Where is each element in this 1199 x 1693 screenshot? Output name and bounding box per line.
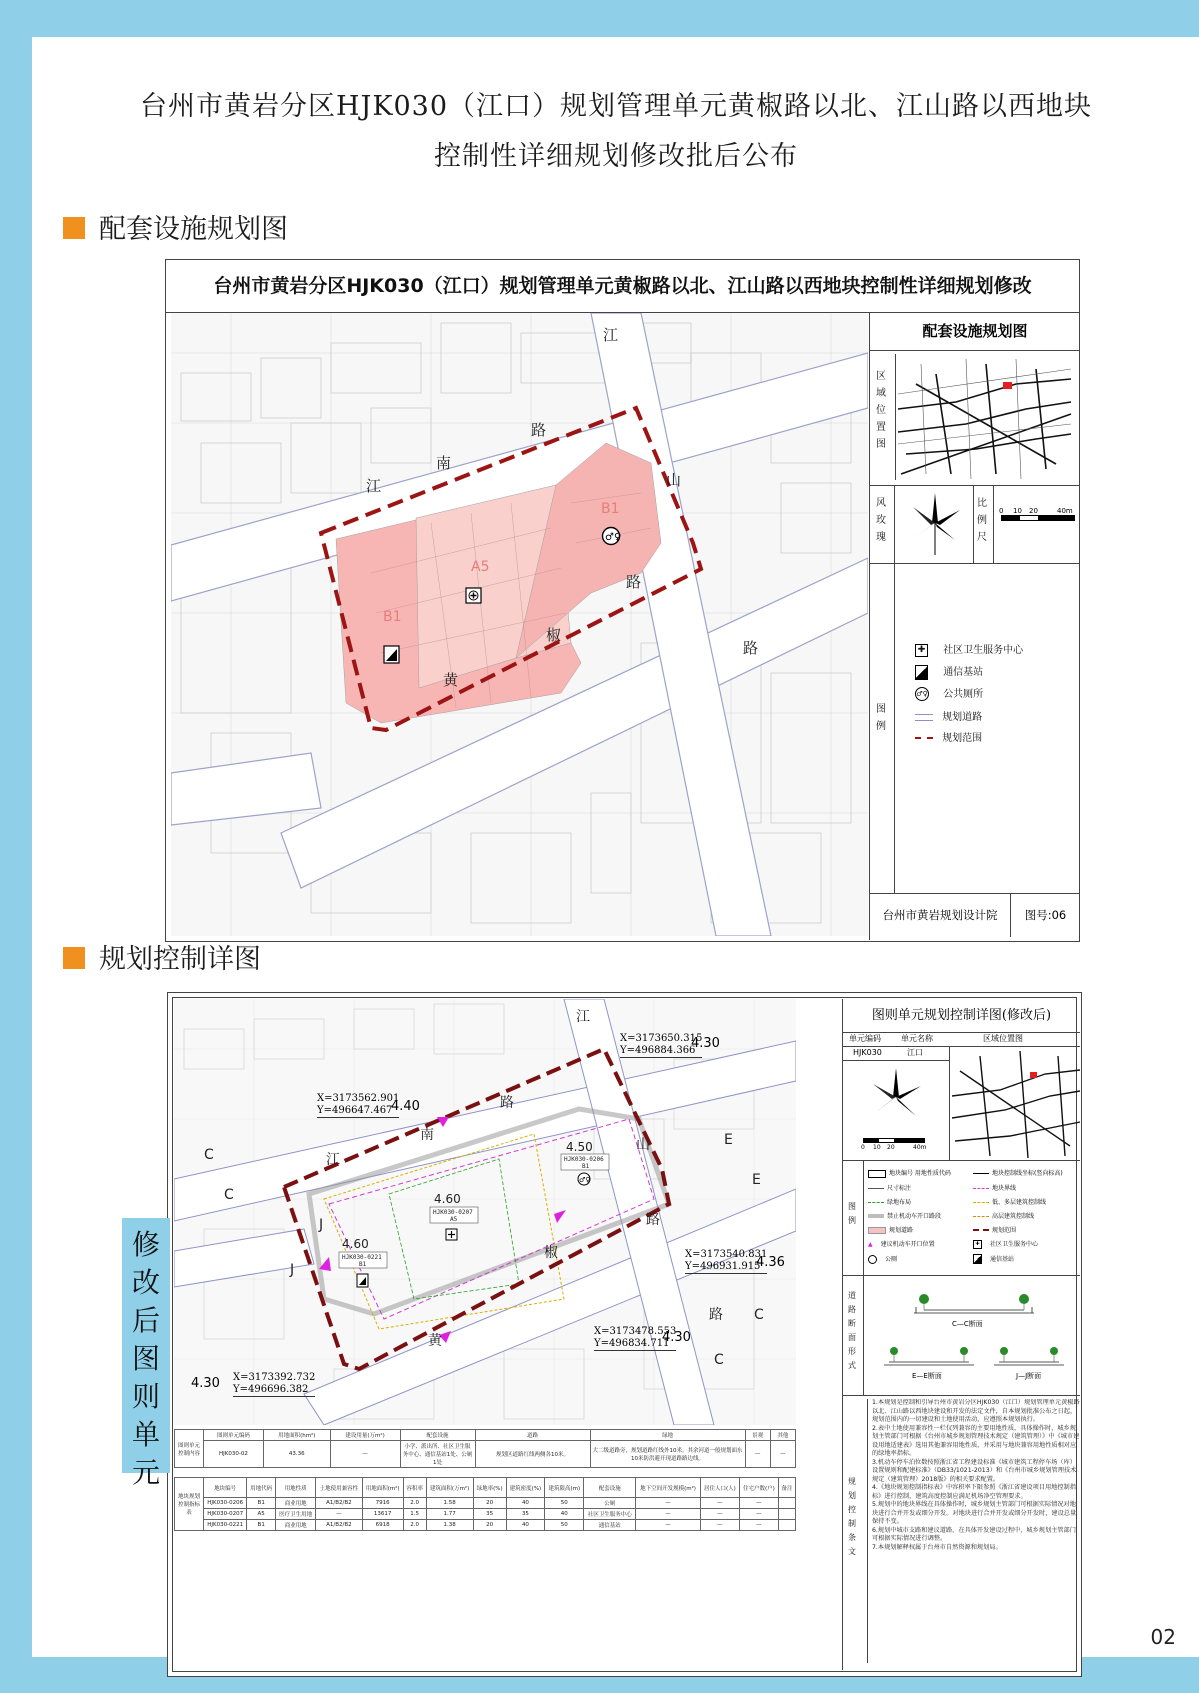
legend-text: 规划道路 bbox=[889, 1226, 914, 1234]
health-center-icon bbox=[466, 588, 481, 603]
legend-text: 地块界线 bbox=[992, 1184, 1017, 1192]
unit-info-cell bbox=[843, 1046, 1080, 1161]
table-cell: 商业用地 bbox=[276, 1520, 316, 1531]
section-heading-facilities bbox=[63, 207, 288, 246]
table-cell: — bbox=[739, 1520, 778, 1531]
scale-tick: 40m bbox=[913, 1144, 927, 1151]
legend-text: 地块控制线坐标(竖向标高) bbox=[992, 1170, 1063, 1177]
map-label: 路 bbox=[646, 1212, 660, 1228]
entrance-triangle-icon: ▲ bbox=[868, 1240, 873, 1248]
legend-text: 高层建筑控制线 bbox=[992, 1212, 1035, 1220]
page-title-line2: 控制性详细规划修改批后公布 bbox=[434, 141, 798, 172]
scale-label: 比例尺 bbox=[977, 498, 987, 543]
unit-values-row bbox=[843, 1046, 949, 1061]
modified-unit-sidebar: 修改后图则单元 bbox=[122, 1218, 170, 1473]
wind-rose-label: 风玫瑰 bbox=[876, 498, 886, 543]
drawing-number: 图号:06 bbox=[1024, 908, 1067, 922]
telecom-station-icon bbox=[357, 1274, 368, 1287]
road-section-label: 道路断面形式 bbox=[848, 1291, 856, 1370]
map-label: 路 bbox=[500, 1095, 514, 1111]
elev-e: 4.36 bbox=[756, 1255, 785, 1270]
legend-list bbox=[894, 563, 1081, 893]
scale-tick: 10 bbox=[873, 1144, 881, 1151]
table-cell: — bbox=[636, 1509, 701, 1520]
svg-text:♂♀: ♂♀ bbox=[579, 1176, 591, 1184]
wind-scale-cell bbox=[870, 485, 1080, 564]
public-toilet-icon bbox=[868, 1255, 877, 1264]
table-cell: A1/B2/B2 bbox=[316, 1520, 362, 1531]
public-toilet-icon: ♂♀ bbox=[915, 687, 929, 701]
legend-item bbox=[868, 1254, 973, 1265]
table-cell: 35 bbox=[506, 1509, 545, 1520]
table-cell: 13617 bbox=[362, 1509, 403, 1520]
coord-s: X=3173478.553 Y=496834.711 bbox=[594, 1326, 677, 1349]
elev-ne: 4.30 bbox=[691, 1036, 720, 1051]
scale-tick: 20 bbox=[887, 1144, 895, 1151]
table-cell: 通信基站 bbox=[584, 1520, 636, 1531]
road-sections bbox=[863, 1275, 1081, 1395]
telecom-station-icon bbox=[384, 646, 399, 663]
control-map-svg bbox=[174, 999, 796, 1425]
table-header: 建设用量(万m²) bbox=[330, 1430, 400, 1441]
table-cell: A5 bbox=[247, 1509, 276, 1520]
map-label: 山 bbox=[666, 471, 682, 489]
legend-item bbox=[868, 1211, 973, 1220]
table-cell: 社区卫生服务中心 bbox=[584, 1509, 636, 1520]
section-marker: C bbox=[714, 1352, 724, 1368]
table-header: 住宅户数(户) bbox=[739, 1478, 778, 1498]
frame-footer bbox=[870, 893, 1080, 937]
facilities-frame-title: 台州市黄岩分区HJK030（江口）规划管理单元黄椒路以北、江山路以西地块控制性详细规划修改 bbox=[166, 260, 1079, 313]
scale-tick: 40m bbox=[1057, 507, 1073, 515]
table-cell: 1.38 bbox=[426, 1520, 473, 1531]
legend-label-text: 规划范围 bbox=[942, 733, 983, 744]
table-header: 地下空间开发规模(m²) bbox=[636, 1478, 701, 1498]
section-caption: J—J断面 bbox=[1016, 1372, 1042, 1380]
table-header: 容积率 bbox=[403, 1478, 426, 1498]
table-cell: — bbox=[739, 1509, 778, 1520]
legend-item bbox=[973, 1168, 1078, 1178]
table-header: 土地使用兼容性 bbox=[316, 1478, 362, 1498]
section-caption: E—E断面 bbox=[912, 1372, 942, 1380]
notes-label: 规划控制条文 bbox=[848, 1477, 856, 1556]
table-header: 建筑面积(万m²) bbox=[426, 1478, 473, 1498]
table-cell: — bbox=[739, 1498, 778, 1509]
location-map bbox=[949, 1046, 1081, 1160]
legend-label: 图例 bbox=[876, 704, 886, 732]
table-header: 用地面积(hm²) bbox=[263, 1430, 330, 1441]
table-header: 其他 bbox=[770, 1430, 795, 1441]
table-header: 景观 bbox=[745, 1430, 770, 1441]
table-cell: 1.58 bbox=[426, 1498, 473, 1509]
table-header: 建筑密度(%) bbox=[506, 1478, 545, 1498]
road-section-cell bbox=[843, 1275, 1080, 1396]
legend-item bbox=[915, 708, 982, 723]
table-cell: — bbox=[700, 1498, 739, 1509]
unit-header: 区域位置图 bbox=[983, 1034, 1023, 1043]
table-cell: — bbox=[330, 1441, 400, 1468]
telecom-station-icon bbox=[915, 665, 928, 680]
scale-bar-graphic bbox=[1001, 515, 1075, 521]
table-cell: 小学、派出所、社区卫生服务中心、通信基站1处、公厕1处 bbox=[400, 1441, 475, 1468]
location-map bbox=[895, 354, 1074, 480]
wind-rose bbox=[894, 485, 974, 563]
location-map-svg bbox=[896, 354, 1074, 480]
orange-square-bullet-icon bbox=[63, 217, 85, 239]
location-marker bbox=[1030, 1072, 1037, 1078]
section-marker: J bbox=[319, 1217, 324, 1233]
legend-text: 禁止机动车开口路段 bbox=[887, 1212, 942, 1220]
control-notes-cell bbox=[843, 1395, 1080, 1667]
control-map bbox=[174, 999, 796, 1425]
table-cell: HJK030-0207 bbox=[204, 1509, 247, 1520]
table-header: 地块编号 bbox=[204, 1478, 247, 1498]
table-cell: 规划区道路红线两侧各10米。 bbox=[475, 1441, 590, 1468]
map-label: 山 bbox=[636, 1137, 650, 1153]
map-label: 江 bbox=[603, 326, 619, 344]
table-cell: 医疗卫生用地 bbox=[276, 1509, 316, 1520]
table-cell: — bbox=[636, 1520, 701, 1531]
wind-rose-icon bbox=[895, 485, 973, 563]
scale-tick: 0 bbox=[999, 507, 1004, 515]
table-header: 用地性质 bbox=[276, 1478, 316, 1498]
legend-text: 通信基站 bbox=[990, 1255, 1015, 1263]
table-cell: 公厕 bbox=[584, 1498, 636, 1509]
legend-item bbox=[973, 1239, 1078, 1249]
section-caption: C—C断面 bbox=[952, 1320, 983, 1328]
map-label: 江 bbox=[576, 1009, 590, 1025]
section-marker: C bbox=[204, 1147, 214, 1163]
table-cell bbox=[778, 1498, 795, 1509]
legend-label-text: 社区卫生服务中心 bbox=[943, 645, 1024, 656]
table-header: 道路 bbox=[475, 1430, 590, 1441]
legend-item bbox=[973, 1197, 1078, 1206]
land-use-label: B1 bbox=[601, 501, 620, 517]
orange-square-bullet-icon bbox=[63, 947, 85, 969]
table-row-label: 图则单元控制内容 bbox=[175, 1430, 204, 1468]
table-header: 绿地率(%) bbox=[473, 1478, 506, 1498]
unit-value: 江口 bbox=[907, 1048, 923, 1057]
table-cell: 40 bbox=[506, 1520, 545, 1531]
scale-tick: 0 bbox=[861, 1144, 865, 1151]
page-title-line1: 台州市黄岩分区HJK030（江口）规划管理单元黄椒路以北、江山路以西地块 bbox=[139, 91, 1093, 122]
section-heading-control bbox=[63, 937, 261, 976]
legend-item bbox=[973, 1211, 1078, 1220]
facilities-plan-frame bbox=[165, 259, 1080, 942]
table-cell: B1 bbox=[247, 1520, 276, 1531]
elev-nw: 4.40 bbox=[391, 1099, 420, 1114]
table-cell: 2.0 bbox=[403, 1498, 426, 1509]
legend-label-text: 公共厕所 bbox=[943, 689, 984, 700]
table-cell: 1.77 bbox=[426, 1509, 473, 1520]
table-cell: 43.36 bbox=[263, 1441, 330, 1468]
unit-header-row bbox=[843, 1032, 1080, 1047]
scale-tick: 10 bbox=[1013, 507, 1022, 515]
legend-text: 社区卫生服务中心 bbox=[990, 1240, 1039, 1248]
legend-item bbox=[973, 1225, 1078, 1234]
legend-item bbox=[868, 1183, 973, 1192]
control-detail-frame bbox=[167, 992, 1082, 1677]
design-institute: 台州市黄岩规划设计院 bbox=[870, 893, 1011, 937]
table-header: 用地代码 bbox=[247, 1478, 276, 1498]
section-marker: E bbox=[724, 1132, 733, 1148]
legend-item bbox=[915, 663, 983, 680]
table-header: 图则单元编码 bbox=[204, 1430, 264, 1441]
scale-tick: 20 bbox=[1029, 507, 1038, 515]
table-header: 备注 bbox=[778, 1478, 795, 1498]
table-cell bbox=[778, 1509, 795, 1520]
map-label: 江 bbox=[326, 1152, 340, 1168]
legend-label: 图例 bbox=[848, 1202, 856, 1225]
table-cell: 1.5 bbox=[403, 1509, 426, 1520]
parcel-code: HJK030-0207 bbox=[433, 1209, 473, 1216]
table-header: 用地面积(m²) bbox=[362, 1478, 403, 1498]
legend-label-text: 规划道路 bbox=[942, 712, 983, 723]
legend-text: 规划范围 bbox=[992, 1226, 1017, 1234]
map-label: 路 bbox=[743, 639, 759, 657]
map-label: 南 bbox=[420, 1127, 434, 1143]
legend-text: 绿地布局 bbox=[887, 1198, 912, 1206]
map-label: 南 bbox=[436, 454, 452, 472]
legend-item bbox=[868, 1168, 973, 1178]
table-cell: 20 bbox=[473, 1520, 506, 1531]
table-header: 居住人口(人) bbox=[700, 1478, 739, 1498]
planning-boundary-icon bbox=[915, 737, 933, 739]
location-map-cell bbox=[870, 350, 1080, 486]
health-center-icon: ✚ bbox=[973, 1240, 982, 1249]
parcel-elev: 4.60 bbox=[434, 1192, 461, 1206]
table-cell: 7916 bbox=[362, 1498, 403, 1509]
legend-item bbox=[915, 729, 982, 744]
legend-item bbox=[915, 685, 983, 701]
section-marker: J bbox=[290, 1262, 295, 1278]
table-cell: — bbox=[700, 1520, 739, 1531]
location-map-svg bbox=[950, 1046, 1081, 1160]
svg-text:♂♀: ♂♀ bbox=[605, 532, 622, 543]
wind-rose-icon bbox=[861, 1064, 931, 1134]
table-cell: 50 bbox=[545, 1520, 584, 1531]
elev-sw: 4.30 bbox=[191, 1376, 220, 1391]
scale-bar-graphic bbox=[863, 1138, 925, 1143]
table-header: 配套设施 bbox=[400, 1430, 475, 1441]
table-cell: — bbox=[316, 1509, 362, 1520]
coord-e: X=3173540.831 Y=496931.915 bbox=[685, 1249, 768, 1272]
map-label: 黄 bbox=[443, 671, 459, 689]
control-side-panel bbox=[842, 999, 1080, 1670]
table-cell: 50 bbox=[545, 1498, 584, 1509]
health-center-icon bbox=[446, 1229, 457, 1240]
map-label: 路 bbox=[626, 573, 642, 591]
legend-item bbox=[868, 1197, 973, 1206]
legend-item bbox=[868, 1225, 973, 1234]
location-map-label: 区域位置图 bbox=[876, 371, 886, 450]
map-label: 黄 bbox=[428, 1333, 442, 1349]
table-cell: 大二级道路旁，规划道路红线外10米。其余河道一般规划面东10米防洪避开现道路路边线。 bbox=[590, 1441, 745, 1468]
section-heading-text: 配套设施规划图 bbox=[99, 214, 288, 245]
table-cell: B1 bbox=[247, 1498, 276, 1509]
parcel-use: B1 bbox=[359, 1261, 367, 1268]
page-number: 02 bbox=[1150, 1625, 1176, 1649]
parcel-code: HJK030-0206 bbox=[564, 1156, 604, 1163]
parcel-use: B1 bbox=[582, 1163, 590, 1170]
table-cell: 40 bbox=[506, 1498, 545, 1509]
legend-text: 尺寸标注 bbox=[887, 1184, 912, 1192]
location-marker bbox=[1003, 382, 1012, 389]
table-cell bbox=[778, 1520, 795, 1531]
planned-road-icon bbox=[915, 714, 933, 721]
legend-item bbox=[868, 1239, 973, 1249]
unit-header: 单元编码 bbox=[849, 1034, 881, 1043]
table-header: 建筑限高(m) bbox=[545, 1478, 584, 1498]
table-row-label: 地块规划控制指标表 bbox=[175, 1478, 204, 1531]
legend-cell bbox=[843, 1160, 1080, 1276]
table-cell: 2.0 bbox=[403, 1520, 426, 1531]
land-use-label: A5 bbox=[471, 559, 490, 575]
table-cell: HJK030-0221 bbox=[204, 1520, 247, 1531]
public-toilet-icon bbox=[578, 1173, 590, 1185]
table-cell: — bbox=[636, 1498, 701, 1509]
parcel-code: HJK030-0221 bbox=[342, 1254, 382, 1261]
table-cell: 35 bbox=[473, 1509, 506, 1520]
table-cell: 商业用地 bbox=[276, 1498, 316, 1509]
map-label: 椒 bbox=[544, 1245, 558, 1261]
scale-bar bbox=[993, 485, 1081, 563]
section-heading-text: 规划控制详图 bbox=[99, 944, 261, 975]
health-center-icon: ✚ bbox=[915, 644, 928, 657]
table-cell: HJK030-02 bbox=[204, 1441, 264, 1468]
parcel-index-table bbox=[174, 1477, 796, 1531]
unit-value: HJK030 bbox=[853, 1048, 882, 1057]
legend-grid bbox=[868, 1168, 1078, 1264]
table-cell: 20 bbox=[473, 1498, 506, 1509]
map-label: 路 bbox=[531, 421, 547, 439]
legend-cell bbox=[870, 563, 1080, 894]
unit-control-table bbox=[174, 1429, 796, 1468]
table-cell: — bbox=[745, 1441, 770, 1468]
road-sections-svg bbox=[864, 1275, 1081, 1395]
land-use-label: B1 bbox=[383, 609, 402, 625]
coord-sw: X=3173392.732 Y=496696.382 bbox=[233, 1372, 316, 1395]
table-cell: — bbox=[700, 1509, 739, 1520]
table-row bbox=[175, 1509, 796, 1520]
document-page bbox=[32, 37, 1199, 1657]
coord-ne: X=3173650.315 Y=496884.366 bbox=[620, 1033, 703, 1056]
panel-title: 图则单元规划控制详图(修改后) bbox=[843, 999, 1080, 1033]
control-notes: 1.本规划是控制和引导台州市黄岩分区HJK030（江口）规划管理单元黄椒路以北、江山路以西地块建设和开发的法定文件，自本规划批准公布之日起，规划范围内的一切建设和土地使用活动，应遵照本规划执行。 2.表中土地使用兼容性一栏仅列兼容的主要用地性质，具体操作时，城乡规划主管部门可根据《台州市城乡规划管理技术规定（建筑管理）》中《城市建设用地适建表》选用其他兼容用地性质，并采用与地块兼容用地性质相对应的绿地率指标。 3.机动车停车泊位数按照浙江省工程建设标准《城市建筑工程停车场（库）设置规则和配建标准》（DB33/1021-2013）和《台州市城乡规划管理技术规定（建筑管理）2018版》的相关要求配置。 4.《地块规划控制指标表》中容积率下限参照《浙江省建设项目用地控制指标》进行控制，建筑高度控制应满足机场净空管理要求。 5.规划中的地块界线在具体操作时，城乡规划主管部门可根据实际情况对地块进行合并开发或细分开发。对地块进行合并开发或细分开发时，建设总量保持不变。 6.规划中城市支路和建议道路，在具体开发建设过程中，城乡规划主管部门可根据实际情况进行调整。 7.本规划解释权属于台州市自然资源和规划局。 bbox=[867, 1399, 1080, 1663]
table-row bbox=[175, 1520, 796, 1531]
section-marker: C bbox=[754, 1307, 764, 1323]
map-label: 椒 bbox=[546, 626, 562, 644]
legend-item bbox=[973, 1183, 1078, 1192]
parcel-elev: 4.50 bbox=[566, 1140, 593, 1154]
coord-nw: X=3173562.901 Y=496647.467 bbox=[317, 1093, 400, 1116]
facilities-map bbox=[171, 313, 868, 936]
parcel-use: A5 bbox=[450, 1216, 458, 1223]
table-cell: A1/B2/B2 bbox=[316, 1498, 362, 1509]
panel-title: 配套设施规划图 bbox=[870, 313, 1080, 351]
legend-text: 低、多层建筑控制线 bbox=[992, 1198, 1047, 1206]
section-marker: E bbox=[752, 1172, 761, 1188]
facilities-side-panel bbox=[869, 313, 1080, 940]
table-header: 配套设施 bbox=[584, 1478, 636, 1498]
table-header: 绿地 bbox=[590, 1430, 745, 1441]
legend-text: 公厕 bbox=[885, 1255, 898, 1263]
table-cell: 6918 bbox=[362, 1520, 403, 1531]
unit-header: 单元名称 bbox=[901, 1034, 933, 1043]
legend-text: 建议机动车开口位置 bbox=[880, 1240, 935, 1248]
telecom-station-icon bbox=[973, 1254, 982, 1264]
parcel-elev: 4.60 bbox=[342, 1237, 369, 1251]
legend-label-text: 通信基站 bbox=[943, 667, 984, 678]
map-label: 路 bbox=[709, 1307, 723, 1323]
table-cell: HJK030-0206 bbox=[204, 1498, 247, 1509]
map-label: 江 bbox=[366, 477, 382, 495]
legend-list bbox=[863, 1160, 1081, 1275]
legend-text: 地块编号 用地性质代码 bbox=[889, 1170, 951, 1177]
section-marker: C bbox=[224, 1187, 234, 1203]
table-cell: 40 bbox=[545, 1509, 584, 1520]
elev-s: 4.30 bbox=[662, 1330, 691, 1345]
table-row bbox=[175, 1498, 796, 1509]
facilities-map-svg bbox=[171, 313, 868, 936]
legend-item bbox=[915, 641, 1023, 657]
legend-item bbox=[973, 1254, 1078, 1265]
table-cell: — bbox=[770, 1441, 795, 1468]
